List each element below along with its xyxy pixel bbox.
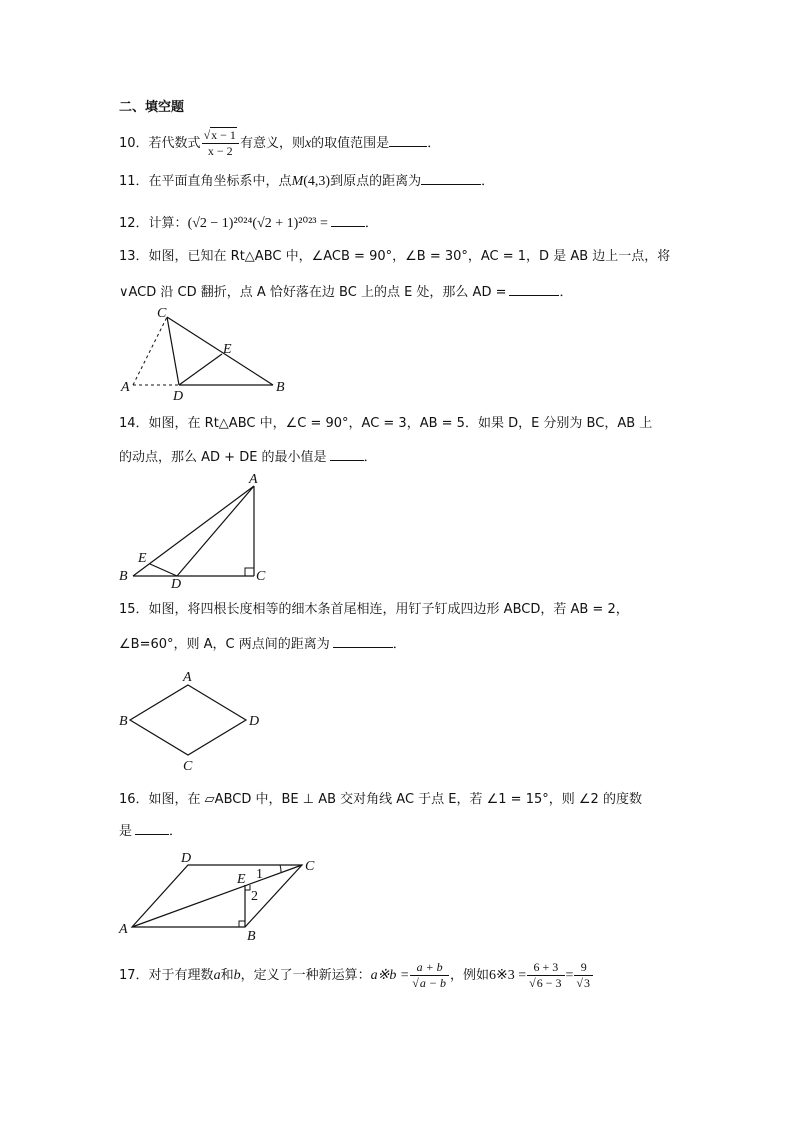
q10-frac-den: x − 2 [207, 144, 233, 158]
q14-line-1 [119, 414, 652, 434]
q15-label-b: B [119, 714, 128, 729]
q16-angle-1-arc [280, 865, 281, 872]
q13-label-c: C [157, 306, 167, 321]
q16-text-1: 如图，在 ▱ABCD 中，BE ⊥ AB 交对角线 AC 于点 E，若 ∠1 = 15°，则 ∠2 的度数 [148, 792, 642, 807]
section-title: 二、填空题 [119, 100, 185, 115]
q12-end: ． [364, 216, 378, 231]
q12-answer-blank[interactable] [331, 212, 365, 227]
q15-figure [115, 665, 270, 775]
q11-number: 11． [119, 174, 149, 189]
q16-label-2: 2 [251, 889, 258, 904]
q14-label-e: E [138, 551, 147, 566]
q16-text-2: 是 [119, 824, 133, 839]
q16-number: 16． [119, 792, 149, 807]
q16-answer-blank[interactable] [135, 820, 169, 835]
q13-label-b: B [276, 380, 285, 395]
q16-label-a: A [119, 922, 128, 937]
q14-number: 14． [119, 416, 149, 431]
q13-edge-cd [167, 317, 179, 385]
q17-ex-den2: 3 [584, 976, 591, 990]
q17-example-lhs: 6※3 = [489, 968, 527, 983]
q15-text-1: 如图，将四根长度相等的细木条首尾相连，用钉子钉成四边形 ABCD，若 AB = 2， [148, 602, 629, 617]
q11-text-2: 到原点的距离为 [330, 174, 422, 189]
q16-label-e: E [237, 872, 246, 887]
q16-label-c: C [305, 859, 315, 874]
q10-end: ． [427, 136, 441, 151]
q10-text-3: 的取值范围是 [311, 136, 390, 151]
q14-text-1: 如图，在 Rt△ABC 中，∠C = 90°，AC = 3，AB = 5．如果 D，E 分别为 BC，AB 上 [148, 416, 653, 431]
q11-text-1: 在平面直角坐标系中，点 [148, 174, 292, 189]
q15-label-a: A [183, 670, 192, 685]
q11-answer-blank[interactable] [421, 170, 481, 185]
q13-label-d: D [173, 389, 184, 404]
q15-end: ． [392, 637, 406, 652]
q14-label-c: C [256, 569, 266, 584]
q13-text-2: ∨ACD 沿 CD 翻折，点 A 恰好落在边 BC 上的点 E 处，那么 AD = [119, 285, 507, 300]
q12-number: 12． [119, 216, 149, 231]
q14-edge-de [150, 564, 177, 576]
q17-var-a: a [213, 968, 221, 983]
q15-label-d: D [249, 714, 260, 729]
q13-line-2 [119, 281, 573, 303]
q16-right-angle-mark-b [239, 921, 245, 927]
question-17 [119, 960, 594, 991]
q17-example-eq: = [565, 968, 574, 983]
q14-right-angle-mark [245, 568, 254, 576]
q11-end: ． [481, 174, 495, 189]
q17-number: 17． [119, 968, 149, 983]
q11-coords: (4,3) [303, 174, 331, 189]
q13-figure [115, 305, 300, 404]
q14-line-2 [119, 446, 377, 468]
q16-label-1: 1 [256, 867, 263, 882]
q17-def-lhs: a※b = [370, 968, 410, 983]
q10-answer-blank[interactable] [389, 132, 427, 147]
q13-edge-cb [167, 317, 273, 385]
q17-text-1: 对于有理数 [148, 968, 214, 983]
q16-end: ． [169, 824, 183, 839]
q15-line-2 [119, 633, 406, 655]
q12-text-1: 计算： [148, 216, 188, 231]
q14-text-2: 的动点，那么 AD + DE 的最小值是 [119, 450, 327, 465]
q15-line-1 [119, 600, 629, 620]
q11-point: M [291, 174, 304, 189]
q10-text-2: 有意义，则 [239, 136, 305, 151]
q15-answer-blank[interactable] [333, 633, 393, 648]
q17-ex-den: 6 − 3 [536, 976, 562, 990]
q16-line-1 [119, 790, 642, 810]
q14-end: ． [363, 450, 377, 465]
q14-edge-ab [133, 486, 254, 576]
q10-number: 10． [119, 136, 149, 151]
question-10 [119, 128, 440, 159]
q17-and: 和 [220, 968, 234, 983]
q14-answer-blank[interactable] [330, 446, 364, 461]
q17-def-fraction: $\frac{a + b}{√a - b}$ [410, 960, 449, 991]
q14-edge-ad [177, 486, 254, 576]
q17-var-b: b [233, 968, 241, 983]
q10-var: x [304, 136, 312, 151]
q13-edge-ac-dashed [133, 317, 167, 385]
q17-def-den: a − b [419, 976, 446, 990]
q17-text-2: ，定义了一种新运算： [240, 968, 371, 983]
q15-label-c: C [183, 759, 193, 774]
q16-label-d: D [181, 851, 192, 866]
q13-label-e: E [223, 342, 232, 357]
q13-edge-de [179, 354, 222, 385]
q17-def-num: a + b [410, 960, 449, 976]
q13-text-1: 如图，已知在 Rt△ABC 中，∠ACB = 90°，∠B = 30°，AC = 1，D 是 AB 边上一点，将 [148, 249, 671, 264]
q12-expression: (√2 − 1)²⁰²⁴(√2 + 1)²⁰²³ = [187, 216, 328, 231]
q15-rhombus [130, 685, 246, 755]
q17-ex-num2: 9 [574, 960, 593, 976]
q17-example-fraction: $\frac{6 + 3}{√6 - 3}$ [527, 960, 564, 991]
q13-number: 13． [119, 249, 149, 264]
q10-frac-num: x − 1 [211, 128, 236, 142]
q16-figure [115, 845, 325, 944]
q17-text-3: ，例如 [449, 968, 489, 983]
q10-text-1: 若代数式 [148, 136, 201, 151]
q16-line-2 [119, 820, 182, 842]
q13-answer-blank[interactable] [509, 281, 559, 296]
question-11 [119, 170, 494, 192]
q16-label-b: B [247, 929, 256, 944]
q13-end: ． [559, 285, 573, 300]
question-12 [119, 212, 378, 234]
q14-figure [115, 470, 275, 592]
q10-fraction: $\frac{√x - 1}{x - 2}$ [202, 128, 239, 159]
q16-diagonal-ac [132, 865, 302, 927]
q14-label-a: A [249, 472, 258, 487]
q15-text-2: ∠B=60°，则 A，C 两点间的距离为 [119, 637, 330, 652]
q14-label-d: D [171, 577, 182, 592]
q17-example-result: $\frac{9}{√3}$ [574, 960, 593, 991]
q13-label-a: A [121, 380, 130, 395]
q15-number: 15． [119, 602, 149, 617]
q13-line-1 [119, 247, 670, 267]
q17-ex-num: 6 + 3 [527, 960, 564, 976]
q14-label-b: B [119, 569, 128, 584]
